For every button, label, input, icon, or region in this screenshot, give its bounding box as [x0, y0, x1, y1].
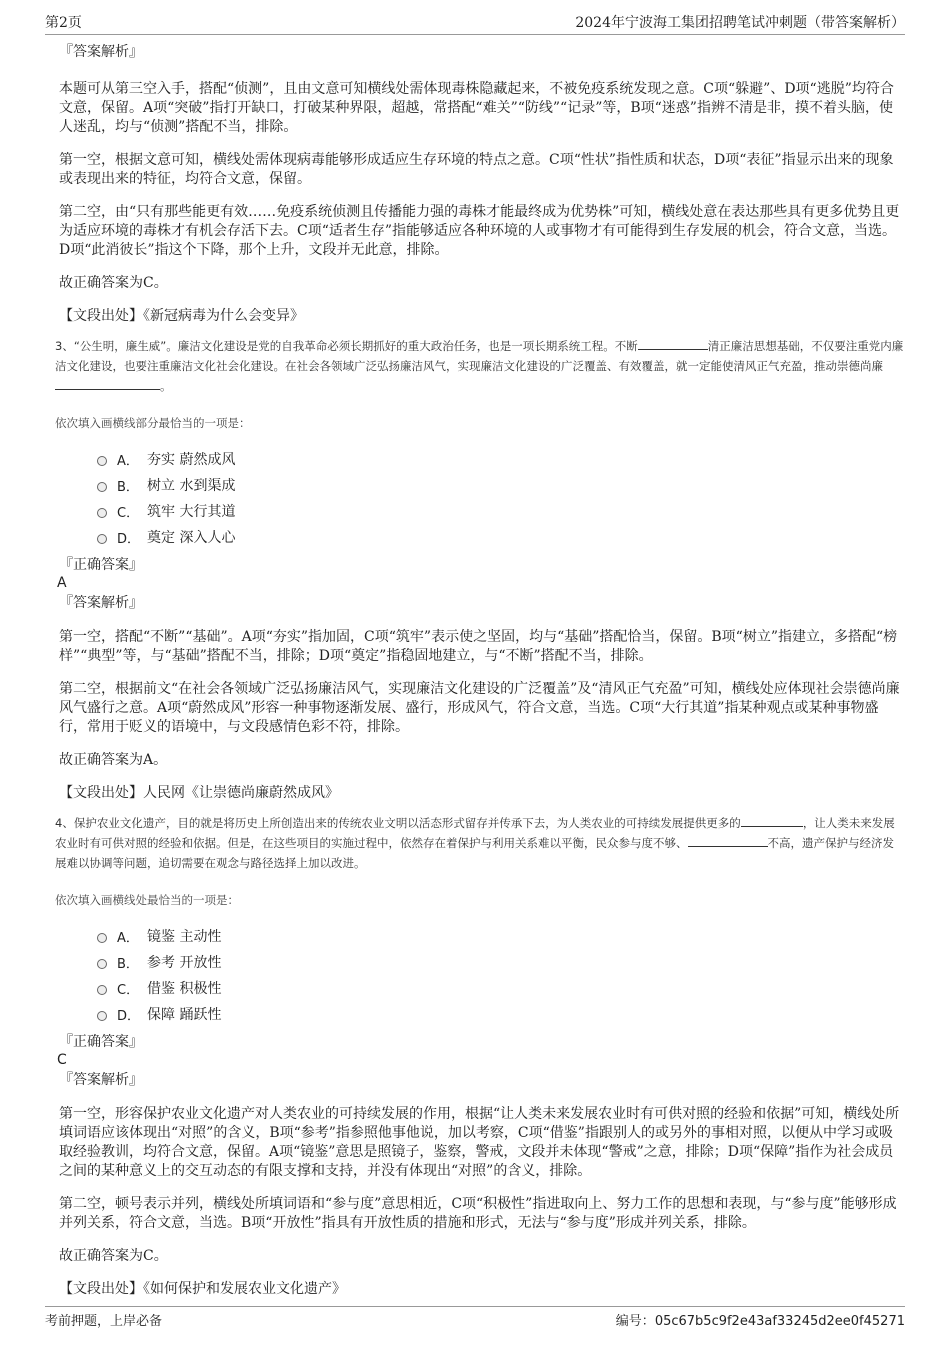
q4-answer-label: 『正确答案』 — [59, 1034, 143, 1050]
q4-conclusion: 故正确答案为C。 — [59, 1248, 168, 1264]
page-number: 第2页 — [45, 15, 82, 31]
q4-source: 【文段出处】《如何保护和发展农业文化遗产》 — [59, 1281, 346, 1297]
radio-icon[interactable] — [97, 985, 107, 995]
q3-analysis-p1: 第一空，搭配“不断”“基础”。A项“夯实”指加固，C项“筑牢”表示使之坚固，均与“基础”搭配恰当，保留。B项“树立”指建立，多搭配“榜样”“典型”等，与“基础”搭配不当，排除；D项“奠定”指稳固地建立，与“不断”搭配不当，排除。 — [59, 629, 898, 664]
q3-option-c[interactable]: C． 筑牢 大行其道 — [97, 498, 905, 524]
q3-stem: 3、“公生明，廉生威”。廉洁文化建设是党的自我革命必须长期抓好的重大政治任务，也是一项长期系统工程。不断 清正廉洁思想基础，不仅要注重党内廉洁文化建设，也要注重廉洁文化社会化建设。在社会各领域广泛弘扬廉洁风气，实现廉洁文化建设的广泛覆盖、有效覆盖，就一定能使清风正气充盈，推动崇德尚廉。 — [55, 336, 905, 396]
q2-source: 【文段出处】《新冠病毒为什么会变异》 — [59, 308, 304, 324]
page-header — [45, 10, 905, 35]
q4-analysis-p2: 第二空，顿号表示并列，横线处所填词语和“参与度”意思相近，C项“积极性”指进取向上、努力工作的思想和表现，与“参与度”能够形成并列关系，符合文意，当选。B项“开放性”指具有开放性质的措施和形式，无法与“参与度”形成并列关系，排除。 — [59, 1196, 897, 1231]
q3-conclusion: 故正确答案为A。 — [59, 752, 168, 768]
q2-analysis-p2: 第一空，根据文意可知，横线处需体现病毒能够形成适应生存环境的特点之意。C项“性状”指性质和状态，D项“表征”指显示出来的现象或表现出来的特征，均符合文意，保留。 — [59, 152, 894, 187]
q4-analysis-label: 『答案解析』 — [59, 1072, 143, 1088]
q3-analysis-label: 『答案解析』 — [59, 595, 143, 611]
q4-stem: 4、保护农业文化遗产，目的就是将历史上所创造出来的传统农业文明以活态形式留存并传承下去，为人类农业的可持续发展提供更多的 ，让人类未来发展农业时有可供对照的经验和依据。但是，在这些项目的实施过程中，依然存在着保护与利用关系难以平衡，民众参与度不够、 不高，遗产保护与经济发展难以协调等问题，追切需要在观念与路径选择上加以改进。 — [55, 813, 905, 873]
q4-analysis-p1: 第一空，形容保护农业文化遗产对人类农业的可持续发展的作用，根据“让人类未来发展农业时有可供对照的经验和依据”可知，横线处所填词语应该体现出“对照”的含义，B项“参考”指参照他事他说，加以考察，C项“借鉴”指跟别人的或另外的事相对照，以便从中学习或吸取经验教训，均符合文意，保留。A项“镜鉴”意思是照镜子，鉴察，警戒，文段并未体现“警戒”之意，排除；D项“保障”指作为社会成员之间的某种意义上的交互动态的有限支撑和支持，并没有体现出“对照”的含义，排除。 — [59, 1106, 900, 1179]
q3-prompt: 依次填入画横线部分最恰当的一项是： — [55, 416, 251, 430]
radio-icon[interactable] — [97, 933, 107, 943]
q3-option-d[interactable]: D． 奠定 深入人心 — [97, 524, 905, 550]
footer-slogan: 考前押题，上岸必备 — [45, 1314, 163, 1329]
q2-conclusion: 故正确答案为C。 — [59, 275, 168, 291]
q2-analysis-label: 『答案解析』 — [59, 44, 143, 60]
radio-icon[interactable] — [97, 534, 107, 544]
q3-analysis-p2: 第二空，根据前文“在社会各领域广泛弘扬廉洁风气，实现廉洁文化建设的广泛覆盖”及“清风正气充盈”可知，横线处应体现社会崇德尚廉风气盛行之意。A项“蔚然成风”形容一种事物逐渐发展、盛行，形成风气，符合文意，当选。C项“大行其道”指某种观点或某种事物盛行，常用于贬义的语境中，与文段感情色彩不符，排除。 — [59, 681, 900, 735]
q4-blank-2 — [688, 833, 768, 847]
q3-answer-label: 『正确答案』 — [59, 557, 143, 573]
radio-icon[interactable] — [97, 959, 107, 969]
q3-blank-2 — [55, 376, 160, 390]
q3-option-b[interactable]: B． 树立 水到渠成 — [97, 472, 905, 498]
q2-analysis-p1: 本题可从第三空入手，搭配“侦测”，且由文意可知横线处需体现毒株隐藏起来，不被免疫系统发现之意。C项“躲避”、D项“逃脱”均符合文意，保留。A项“突破”指打开缺口，打破某种界限，超越，常搭配“难关”“防线”“记录”等，B项“迷惑”指辨不清是非，摸不着头脑，使人迷乱，均与“侦测”搭配不当，排除。 — [59, 81, 894, 135]
q3-source: 【文段出处】人民网《让崇德尚廉蔚然成风》 — [59, 785, 339, 801]
q3-blank-1 — [638, 336, 708, 350]
q4-prompt: 依次填入画横线处最恰当的一项是： — [55, 893, 239, 907]
radio-icon[interactable] — [97, 456, 107, 466]
radio-icon[interactable] — [97, 508, 107, 518]
q4-blank-1 — [741, 813, 803, 827]
radio-icon[interactable] — [97, 482, 107, 492]
q4-option-a[interactable]: A． 镜鉴 主动性 — [97, 923, 905, 949]
q2-analysis-p3: 第二空，由“只有那些能更有效……免疫系统侦测且传播能力强的毒株才能最终成为优势株”可知，横线处意在表达那些具有更多优势且更为适应环境的毒株才有机会存活下去。C项“适者生存”指能够适应各种环境的人或事物才有可能得到生存发展的机会，符合文意，当选。D项“此消彼长”指这个下降，那个上升，文段并无此意，排除。 — [59, 204, 900, 258]
radio-icon[interactable] — [97, 1011, 107, 1021]
q3-option-a[interactable]: A． 夯实 蔚然成风 — [97, 446, 905, 472]
q4-option-b[interactable]: B． 参考 开放性 — [97, 949, 905, 975]
q4-option-c[interactable]: C． 借鉴 积极性 — [97, 975, 905, 1001]
footer-code: 编号：05c67b5c9f2e43af33245d2ee0f45271 — [615, 1314, 905, 1329]
q3-options — [97, 446, 905, 550]
q4-option-d[interactable]: D． 保障 踊跃性 — [97, 1001, 905, 1027]
document-title: 2024年宁波海工集团招聘笔试冲刺题（带答案解析） — [575, 15, 905, 31]
q4-options — [97, 923, 905, 1027]
page-footer — [45, 1306, 905, 1327]
q3-answer: A — [57, 575, 67, 591]
document-body — [57, 42, 905, 1299]
q4-answer: C — [57, 1052, 67, 1068]
